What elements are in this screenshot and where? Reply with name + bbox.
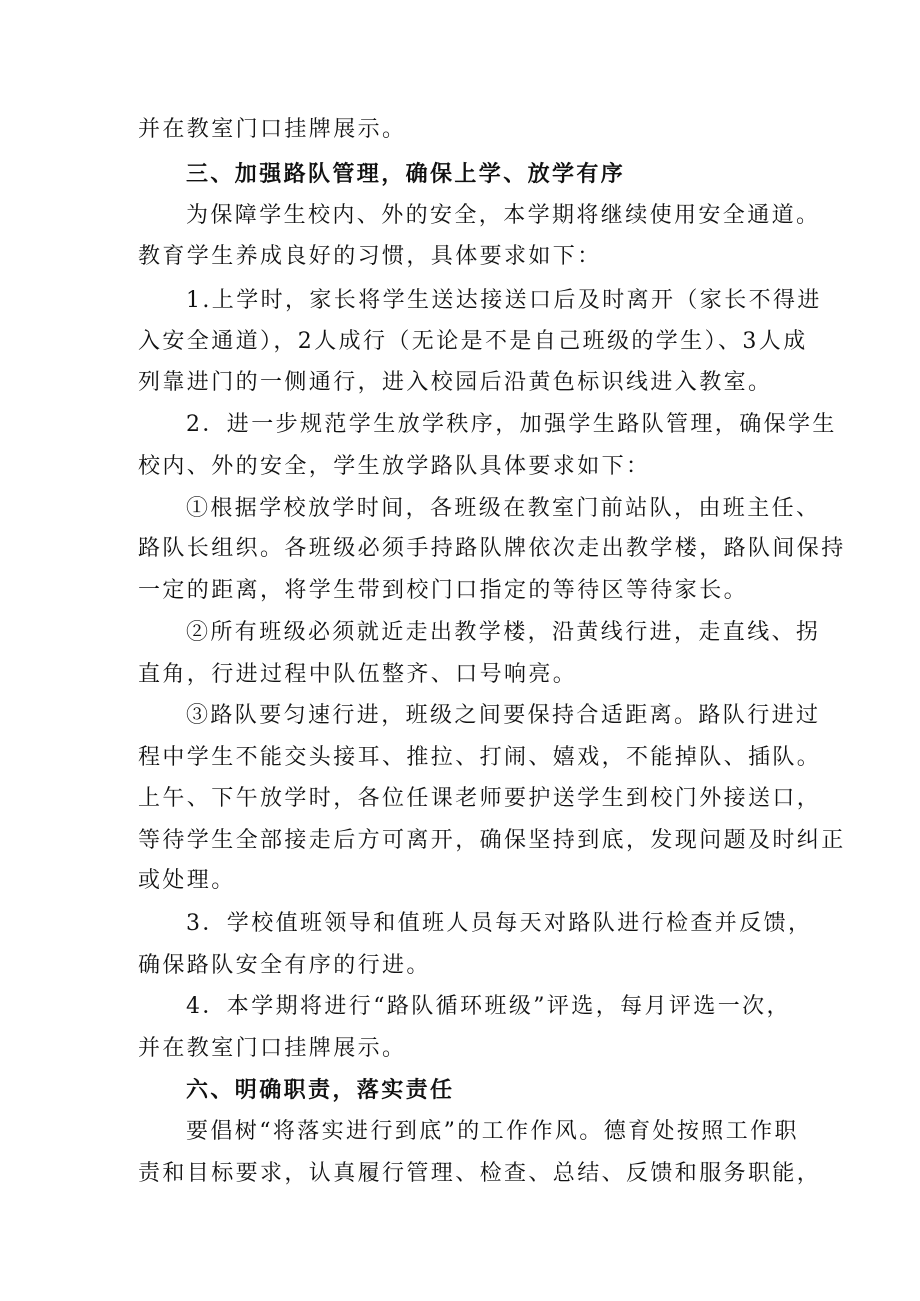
text-line: ①根据学校放学时间，各班级在教室门前站队，由班主任、 <box>186 496 821 521</box>
text-line: 并在教室门口挂牌展示。 <box>138 117 407 142</box>
text-line: 要倡树“将落实进行到底”的工作作风。德育处按照工作职 <box>186 1119 799 1144</box>
text-line: 入安全通道），2人成行（无论是不是自己班级的学生）、3人成 <box>138 329 808 354</box>
text-line: 等待学生全部接走后方可离开，确保坚持到底，发现问题及时纠正 <box>138 828 846 853</box>
text-line: 责和目标要求，认真履行管理、检查、总结、反馈和服务职能， <box>138 1161 822 1186</box>
text-line: 为保障学生校内、外的安全，本学期将继续使用安全通道。 <box>186 203 821 228</box>
text-line: ③路队要匀速行进，班级之间要保持合适距离。路队行进过 <box>186 703 821 728</box>
text-line: 程中学生不能交头接耳、推拉、打闹、嬉戏，不能掉队、插队。 <box>138 745 822 770</box>
text-line: 路队长组织。各班级必须手持路队牌依次走出教学楼，路队间保持 <box>138 536 846 561</box>
text-line: 或处理。 <box>138 868 236 893</box>
section-heading: 三、加强路队管理，确保上学、放学有序 <box>186 161 626 187</box>
text-line: 并在教室门口挂牌展示。 <box>138 1036 407 1061</box>
text-line: 校内、外的安全，学生放学路队具体要求如下： <box>138 454 651 479</box>
text-line: 4．本学期将进行“路队循环班级”评选，每月评选一次， <box>186 994 791 1019</box>
text-line: 3．学校值班领导和值班人员每天对路队进行检查并反馈， <box>186 911 813 936</box>
text-line: 直角，行进过程中队伍整齐、口号响亮。 <box>138 662 578 687</box>
text-line: 教育学生养成良好的习惯，具体要求如下： <box>138 244 602 269</box>
text-line: 2．进一步规范学生放学秩序，加强学生路队管理，确保学生 <box>186 412 837 437</box>
text-line: 一定的距离，将学生带到校门口指定的等待区等待家长。 <box>138 578 749 603</box>
text-line: ②所有班级必须就近走出教学楼，沿黄线行进，走直线、拐 <box>186 620 821 645</box>
text-line: 上午、下午放学时，各位任课老师要护送学生到校门外接送口， <box>138 786 822 811</box>
section-heading: 六、明确职责，落实责任 <box>186 1077 455 1103</box>
text-line: 列靠进门的一侧通行，进入校园后沿黄色标识线进入教室。 <box>138 370 773 395</box>
text-line: 1.上学时，家长将学生送达接送口后及时离开（家长不得进 <box>186 288 822 313</box>
text-line: 确保路队安全有序的行进。 <box>138 953 431 978</box>
